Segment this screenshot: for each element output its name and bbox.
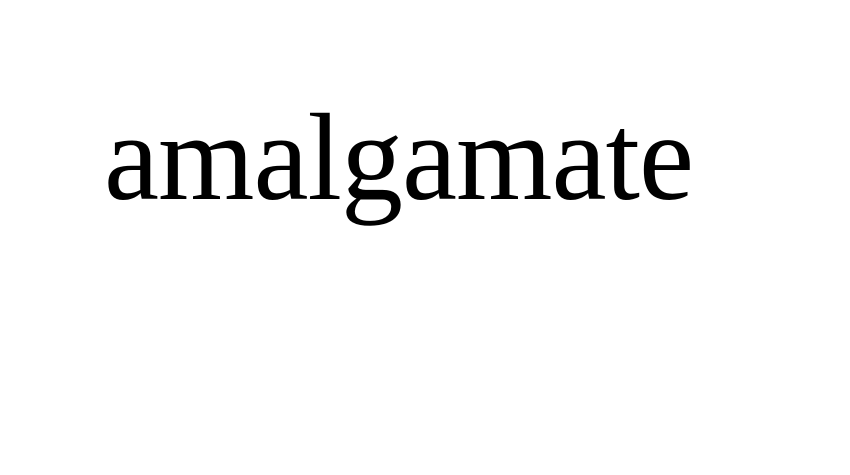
word-text: amalgamate [104, 89, 693, 226]
